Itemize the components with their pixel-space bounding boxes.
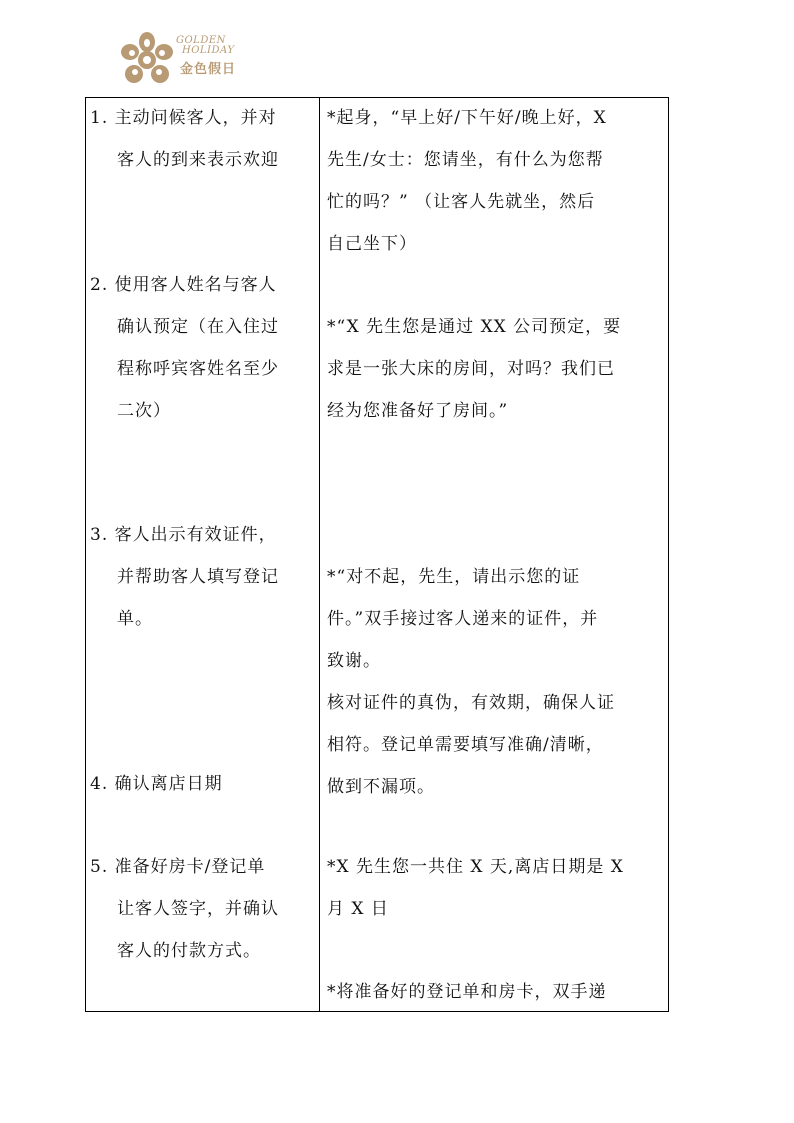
- step-5: 5. 准备好房卡/登记单 让客人签字，并确认 客人的付款方式。: [90, 857, 279, 961]
- golden-holiday-logo: [120, 30, 260, 90]
- column-divider: [319, 97, 320, 1012]
- logo-chinese-name: 金色假日: [180, 62, 237, 77]
- step-2: 2. 使用客人姓名与客人 确认预定（在入住过 程称呼宾客姓名至少 二次）: [90, 275, 279, 421]
- step-4: 4. 确认离店日期: [90, 774, 223, 794]
- step-1: 1. 主动问候客人，并对 客人的到来表示欢迎: [90, 108, 279, 170]
- response-4: *X 先生您一共住 X 天,离店日期是 X 月 X 日: [327, 857, 624, 919]
- step-3: 3. 客人出示有效证件， 并帮助客人填写登记 单。: [90, 525, 279, 629]
- response-3: *“对不起，先生，请出示您的证 件。”双手接过客人递来的证件，并 致谢。 核对证件的真伪，有效期，确保人证 相符。登记单需要填写准确/清晰， 做到不漏项。: [327, 567, 615, 797]
- logo-english-name: GOLDEN HOLIDAY: [176, 35, 235, 56]
- response-5: *将准备好的登记单和房卡，双手递: [327, 982, 607, 1002]
- flower-emblem-icon: [120, 30, 174, 90]
- response-1: *起身，“早上好/下午好/晚上好，X 先生/女士：您请坐，有什么为您帮 忙的吗？” （让客人先就坐，然后 自己坐下）: [327, 108, 607, 254]
- response-2: *“X 先生您是通过 XX 公司预定，要 求是一张大床的房间，对吗？我们已 经为您准备好了房间。”: [327, 317, 622, 421]
